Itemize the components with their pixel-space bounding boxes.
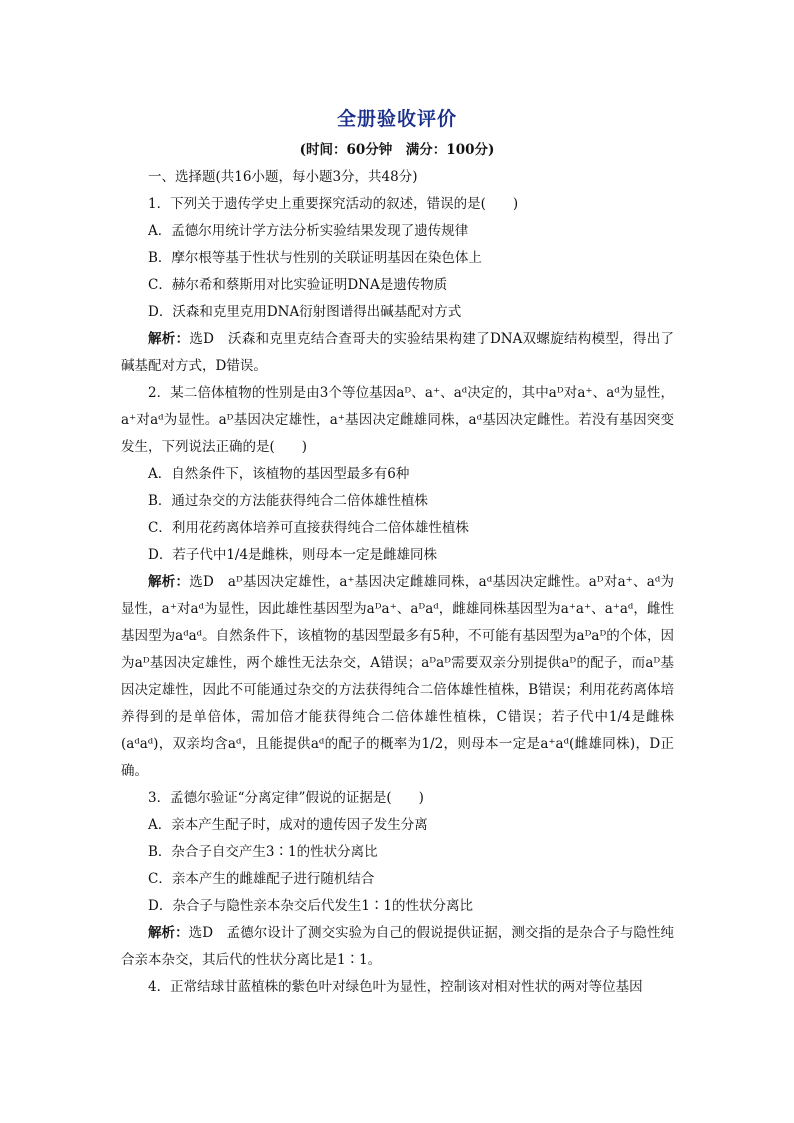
section-heading: 一、选择题(共16小题，每小题3分，共48分) [148,169,418,185]
analysis [121,326,674,380]
question-stem: 4．正常结球甘蓝植株的紫色叶对绿色叶为显性，控制该对相对性状的两对等位基因 [148,979,643,995]
option-b: B．摩尔根等基于性状与性别的关联证明基因在染色体上 [148,250,482,266]
page-title: 全册验收评价 [336,108,457,130]
question-stem: 3．孟德尔验证“分离定律”假说的证据是( ) [148,790,424,806]
option-b: B．通过杂交的方法能获得纯合二倍体雄性植株 [148,493,428,509]
option-a: A．自然条件下，该植物的基因型最多有6种 [148,466,410,482]
option-d: D．杂合子与隐性亲本杂交后代发生1∶1的性状分离比 [148,898,474,914]
option-c: C．亲本产生的雌雄配子进行随机结合 [148,871,375,887]
option-b: B．杂合子自交产生3∶1的性状分离比 [148,844,378,860]
analysis-text: 选D aᴰ基因决定雄性，a⁺基因决定雌雄同株，aᵈ基因决定雌性。aᴰ对a⁺、aᵈ为显性，a⁺对aᵈ为显性，因此雄性基因型为aᴰa⁺、aᴰaᵈ，雌雄同株基因型为a⁺a⁺、a⁺aᵈ，雌性基因型为aᵈaᵈ。自然条件下，该植物的基因型最多有5种，不可能有基因型为aᴰaᴰ的个体，因为aᴰ基因决定雄性，两个雄性无法杂交，A错误；aᴰaᴰ需要双亲分别提供aᴰ的配子，而aᴰ基因决定雄性，因此不可能通过杂交的方法获得纯合二倍体雄性植株，B错误；利用花药离体培养得到的是单倍体，需加倍才能获得纯合二倍体雄性植株，C错误；若子代中1/4是雌株(aᵈaᵈ)，双亲均含aᵈ，且能提供aᵈ的配子的概率为1/2，则母本一定是a⁺aᵈ(雌雄同株)，D正确。 [121,574,675,779]
analysis [121,920,674,974]
analysis-text: 选D 沃森和克里克结合查哥夫的实验结果构建了DNA双螺旋结构模型，得出了碱基配对方式，D错误。 [121,331,674,374]
analysis-label: 解析： [148,574,190,590]
analysis-label: 解析： [148,331,190,347]
question-stem: 1．下列关于遗传学史上重要探究活动的叙述，错误的是( ) [148,196,519,212]
document-body [121,164,674,1001]
option-d: D．沃森和克里克用DNA衍射图谱得出碱基配对方式 [148,304,462,320]
analysis-text: 选D 孟德尔设计了测交实验为自己的假说提供证据，测交指的是杂合子与隐性纯合亲本杂交，其后代的性状分离比是1∶1。 [121,925,674,968]
option-a: A．孟德尔用统计学方法分析实验结果发现了遗传规律 [148,223,469,239]
option-a: A．亲本产生配子时，成对的遗传因子发生分离 [148,817,428,833]
option-c: C．赫尔希和蔡斯用对比实验证明DNA是遗传物质 [148,277,448,293]
option-c: C．利用花药离体培养可直接获得纯合二倍体雄性植株 [148,520,469,536]
analysis-label: 解析： [148,925,189,941]
question-stem: 2．某二倍体植物的性别是由3个等位基因aᴰ、a⁺、aᵈ决定的，其中aᴰ对a⁺、aᵈ为显性，a⁺对aᵈ为显性。aᴰ基因决定雄性，a⁺基因决定雌雄同株，aᵈ基因决定雌性。若没有基因突变发生，下列说法正确的是( ) [121,385,674,455]
analysis [121,569,674,785]
exam-info: (时间：60分钟 满分：100分) [299,142,495,158]
option-d: D．若子代中1/4是雌株，则母本一定是雌雄同株 [148,547,438,563]
